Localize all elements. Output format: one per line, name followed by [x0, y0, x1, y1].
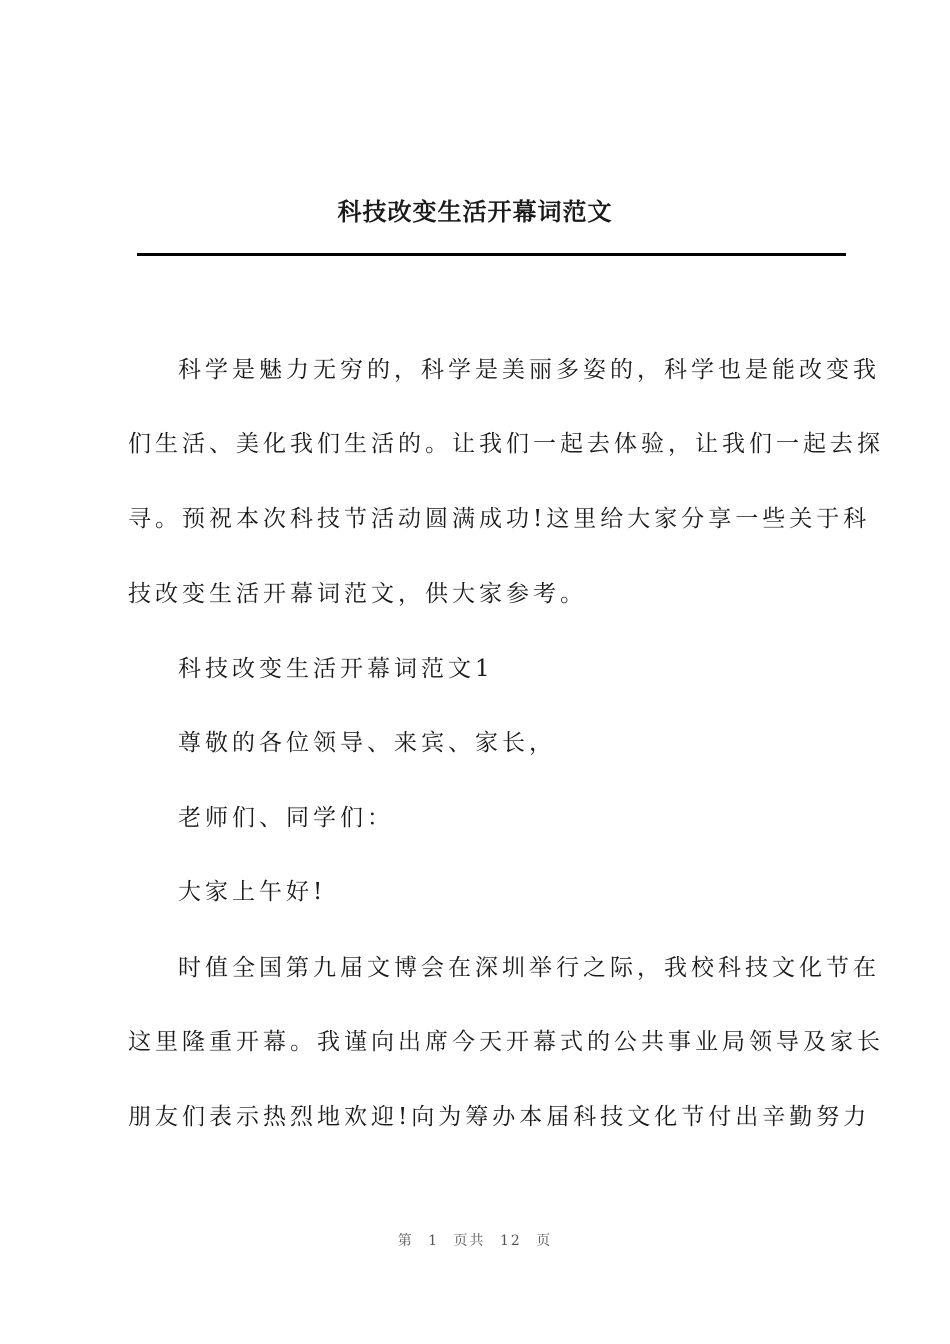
- body-line: 科学是魅力无穷的，科学是美丽多姿的，科学也是能改变我: [178, 357, 880, 383]
- section-heading: 科技改变生活开幕词范文1: [178, 656, 494, 682]
- body-line: 寻。预祝本次科技节活动圆满成功!这里给大家分享一些关于科: [128, 506, 871, 532]
- greeting-line: 大家上午好!: [178, 879, 327, 905]
- body-line: 技改变生活开幕词范文，供大家参考。: [128, 581, 587, 607]
- body-line: 时值全国第九届文博会在深圳举行之际，我校科技文化节在: [178, 955, 880, 981]
- salutation-line: 尊敬的各位领导、来宾、家长，: [178, 730, 556, 756]
- page-number: 第 1 页共 12 页: [397, 1233, 553, 1249]
- document-title: 科技改变生活开幕词范文: [337, 197, 613, 226]
- salutation-line: 老师们、同学们：: [178, 805, 394, 831]
- body-line: 们生活、美化我们生活的。让我们一起去体验，让我们一起去探: [128, 431, 884, 457]
- body-line: 这里隆重开幕。我谨向出席今天开幕式的公共事业局领导及家长: [128, 1029, 884, 1055]
- title-divider: [137, 253, 846, 256]
- body-line: 朋友们表示热烈地欢迎!向为筹办本届科技文化节付出辛勤努力: [128, 1104, 871, 1130]
